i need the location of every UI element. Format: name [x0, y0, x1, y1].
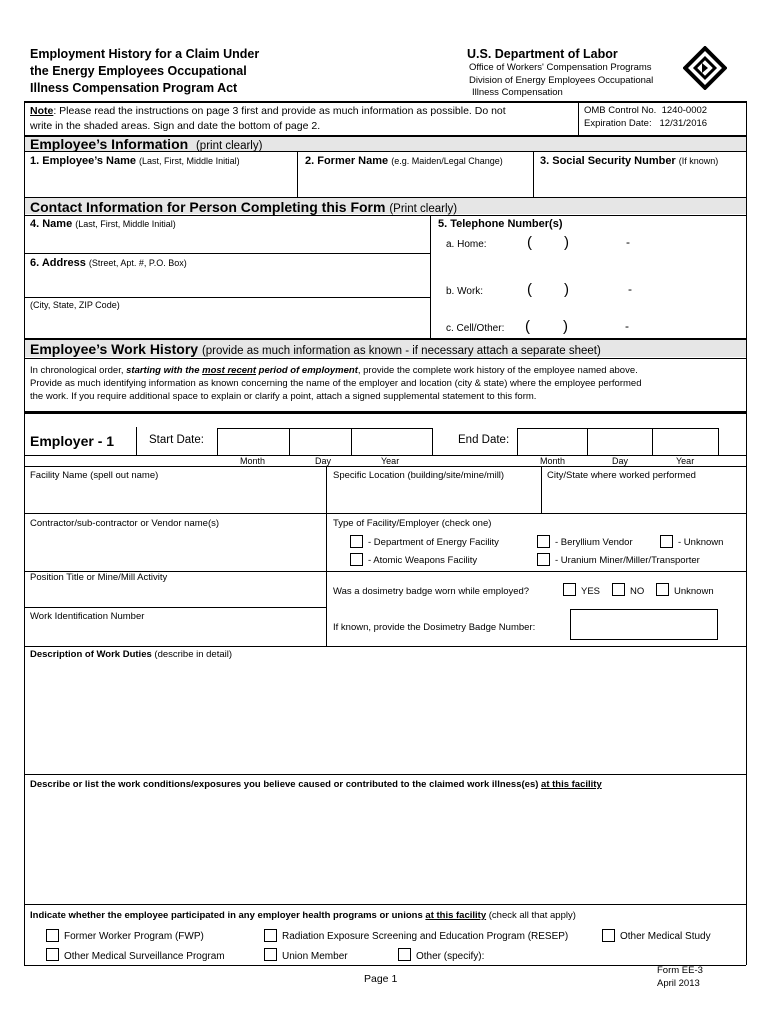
other-surveillance-label: Other Medical Surveillance Program [64, 951, 225, 962]
work-phone-label: b. Work: [446, 286, 484, 297]
ssn-label: 3. Social Security Number (If known) [540, 155, 719, 167]
contact-heading: Contact Information for Person Completing this Form (Print clearly) [30, 199, 458, 215]
atomic-weapons-label: - Atomic Weapons Facility [368, 555, 478, 566]
programs-label: Indicate whether the employee participated in any employer health programs or unions at this facility (check all that apply) [30, 910, 576, 921]
work-history-heading: Employee’s Work History (provide as much information as known - if necessary attach a separate sheet) [30, 341, 601, 357]
dosimetry-question: Was a dosimetry badge worn while employed? [333, 586, 530, 597]
resep-checkbox[interactable] [264, 929, 277, 942]
other-specify-label: Other (specify): [416, 951, 485, 962]
dosimetry-no-label: NO [630, 586, 645, 597]
note-text-2: write in the shaded areas. Sign and date the bottom of page 2. [30, 120, 321, 132]
form-date: April 2013 [657, 978, 700, 989]
address-city-field[interactable] [30, 313, 425, 335]
work-paren-open: ( [527, 281, 532, 298]
end-year-label: Year [676, 456, 695, 466]
title-line-3: Illness Compensation Program Act [30, 81, 238, 95]
agency-name: U.S. Department of Labor [467, 47, 618, 61]
contractor-label: Contractor/sub-contractor or Vendor name(s) [30, 518, 220, 529]
cell-dash: - [625, 319, 629, 333]
instructions-line-3: the work. If you require additional space to explain or clarify a point, attach a signed supplemental statement to this form. [30, 391, 537, 402]
office-line-1: Office of Workers' Compensation Programs [469, 62, 652, 73]
dosimetry-yes-label: YES [581, 586, 601, 597]
contact-name-field[interactable] [30, 232, 425, 252]
address-street-field[interactable] [30, 272, 425, 294]
fwp-checkbox[interactable] [46, 929, 59, 942]
beryllium-vendor-label: - Beryllium Vendor [555, 537, 633, 548]
uranium-checkbox[interactable] [537, 553, 550, 566]
uranium-label: - Uranium Miner/Miller/Transporter [555, 555, 700, 566]
city-state-worked-field[interactable] [547, 485, 742, 510]
address-label: 6. Address (Street, Apt. #, P.O. Box) [30, 257, 187, 269]
home-paren-close: ) [564, 234, 569, 251]
duties-field[interactable] [30, 664, 742, 770]
home-phone-label: a. Home: [446, 239, 487, 250]
resep-label: Radiation Exposure Screening and Education Program (RESEP) [282, 931, 569, 942]
employee-name-label: 1. Employee’s Name (Last, First, Middle Initial) [30, 155, 240, 167]
dosimetry-unknown-label: Unknown [674, 586, 714, 597]
work-dash: - [628, 282, 632, 296]
doe-facility-label: - Department of Energy Facility [368, 537, 499, 548]
instructions-line-1: In chronological order, starting with the most recent period of employment, provide the complete work history of the employee named above. [30, 365, 638, 376]
facility-name-label: Facility Name (spell out name) [30, 470, 159, 481]
office-line-2: Division of Energy Employees Occupational [469, 75, 654, 86]
instructions-line-2: Provide as much identifying information as known concerning the name of the employer and location (city & state) where the employee performed [30, 378, 642, 389]
home-phone-field[interactable] [500, 234, 740, 252]
specific-location-field[interactable] [333, 485, 536, 510]
start-year-label: Year [381, 456, 400, 466]
other-surveillance-checkbox[interactable] [46, 948, 59, 961]
beryllium-vendor-checkbox[interactable] [537, 535, 550, 548]
facility-name-field[interactable] [30, 485, 321, 510]
contractor-field[interactable] [30, 533, 321, 567]
office-line-3: Illness Compensation [472, 87, 563, 98]
facility-type-label: Type of Facility/Employer (check one) [333, 518, 492, 529]
end-date-label: End Date: [458, 434, 510, 446]
union-member-label: Union Member [282, 951, 348, 962]
unknown-type-checkbox[interactable] [660, 535, 673, 548]
page-number: Page 1 [364, 973, 398, 985]
cell-paren-open: ( [525, 318, 530, 335]
badge-number-label: If known, provide the Dosimetry Badge Number: [333, 622, 536, 633]
note-text: Note: Please read the instructions on page 3 first and provide as much information as possible. Do not [30, 105, 506, 117]
start-day-label: Day [315, 456, 332, 466]
employee-name-field[interactable] [30, 170, 292, 194]
start-month-label: Month [240, 456, 266, 466]
employer-title: Employer - 1 [30, 433, 115, 449]
work-phone-field[interactable] [500, 281, 740, 299]
dol-diamond-logo-icon [683, 46, 727, 90]
doe-facility-checkbox[interactable] [350, 535, 363, 548]
end-day-label: Day [612, 456, 629, 466]
end-month-label: Month [540, 456, 566, 466]
other-specify-checkbox[interactable] [398, 948, 411, 961]
other-specify-field[interactable] [494, 947, 742, 963]
form-number: Form EE-3 [657, 965, 703, 976]
contact-name-label: 4. Name (Last, First, Middle Initial) [30, 218, 176, 230]
union-member-checkbox[interactable] [264, 948, 277, 961]
badge-number-field[interactable] [570, 609, 718, 640]
cell-paren-close: ) [563, 318, 568, 335]
city-state-worked-label: City/State where worked performed [547, 470, 696, 481]
specific-location-label: Specific Location (building/site/mine/mill) [333, 470, 505, 481]
work-id-label: Work Identification Number [30, 611, 145, 622]
unknown-type-label: - Unknown [678, 537, 724, 548]
former-name-field[interactable] [302, 170, 528, 194]
dosimetry-unknown-checkbox[interactable] [656, 583, 669, 596]
duties-label: Description of Work Duties (describe in detail) [30, 649, 233, 660]
home-dash: - [626, 235, 630, 249]
conditions-field[interactable] [30, 795, 742, 901]
title-line-2: the Energy Employees Occupational [30, 64, 247, 78]
cell-phone-label: c. Cell/Other: [446, 323, 505, 334]
other-medical-study-label: Other Medical Study [620, 931, 711, 942]
other-medical-study-checkbox[interactable] [602, 929, 615, 942]
position-title-label: Position Title or Mine/Mill Activity [30, 572, 168, 583]
telephone-label: 5. Telephone Number(s) [438, 218, 563, 230]
end-date-field[interactable] [517, 428, 719, 456]
start-date-field[interactable] [217, 428, 433, 456]
employee-info-heading: Employee’s Information (print clearly) [30, 136, 263, 152]
omb-control: OMB Control No. 1240-0002 [584, 105, 708, 116]
work-id-field[interactable] [30, 626, 321, 644]
cell-phone-field[interactable] [500, 318, 740, 336]
expiration-date: Expiration Date: 12/31/2016 [584, 118, 708, 129]
position-title-field[interactable] [30, 587, 321, 607]
fwp-label: Former Worker Program (FWP) [64, 931, 204, 942]
atomic-weapons-checkbox[interactable] [350, 553, 363, 566]
dosimetry-yes-checkbox[interactable] [563, 583, 576, 596]
home-paren-open: ( [527, 234, 532, 251]
city-state-zip-label: (City, State, ZIP Code) [30, 300, 120, 310]
conditions-label: Describe or list the work conditions/exposures you believe caused or contributed to the claimed work illness(es) at this facility [30, 779, 602, 790]
title-line-1: Employment History for a Claim Under [30, 47, 260, 61]
former-name-label: 2. Former Name (e.g. Maiden/Legal Change) [305, 155, 503, 167]
ssn-field[interactable] [538, 170, 742, 194]
work-paren-close: ) [564, 281, 569, 298]
dosimetry-no-checkbox[interactable] [612, 583, 625, 596]
start-date-label: Start Date: [149, 434, 204, 446]
